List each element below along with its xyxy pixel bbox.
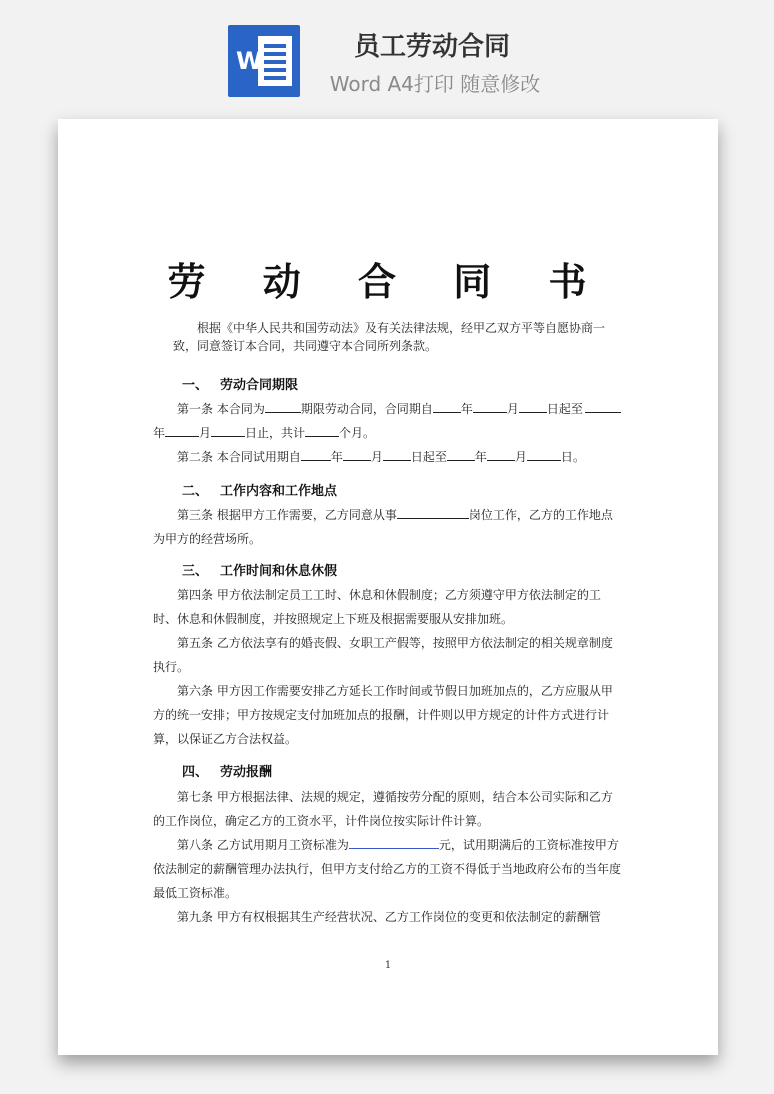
day-end-label: 日止，共计 (245, 426, 306, 440)
document-page (58, 119, 718, 1055)
article-2 (153, 445, 623, 469)
article-1-text: 第一条 本合同为 (177, 402, 265, 416)
banner-subtitle: Word A4打印 随意修改 (329, 72, 541, 96)
article-8-text-2: 元，试用期满后的工资标准按甲方依法制定的薪酬管理办法执行，但甲方支付给乙方的工资不得低于当地政府公布的当年度最低工资标准。 (153, 838, 622, 900)
article-6: 第六条 甲方因工作需要安排乙方延长工作时间或节假日加班加点的，乙方应服从甲方的统一安排；甲方按规定支付加班加点的报酬，计件则以甲方规定的计件方式进行计算，以保证乙方合法权益。 (153, 684, 613, 746)
day-label: 日起至 (546, 402, 583, 416)
month-label: 月 (514, 450, 527, 464)
word-icon-letter: W (236, 47, 263, 75)
day-label: 日起至 (410, 450, 447, 464)
banner (0, 0, 774, 112)
intro-paragraph: 根据《中华人民共和国劳动法》及有关法律法规，经甲乙双方平等自愿协商一致，同意签订本合同，共同遵守本合同所列条款。 (173, 321, 606, 353)
article-7: 第七条 甲方根据法律、法规的规定，遵循按劳分配的原则，结合本公司实际和乙方的工作岗位，确定乙方的工资水平，计件岗位按实际计件计算。 (153, 790, 613, 828)
section-number: 四、 (182, 765, 209, 780)
year-label: 年 (474, 450, 487, 464)
section-title: 劳动报酬 (220, 765, 273, 780)
section-heading-3 (182, 560, 337, 579)
article-1-text-2: 期限劳动合同，合同期自 (300, 402, 433, 416)
article-8-text: 第八条 乙方试用期月工资标准为 (177, 838, 349, 852)
month-label: 月 (506, 402, 519, 416)
section-title: 劳动合同期限 (220, 378, 299, 393)
months-label: 个月。 (339, 426, 376, 440)
section-number: 三、 (182, 564, 209, 579)
banner-title: 员工劳动合同 (353, 32, 510, 62)
article-3-text: 第三条 根据甲方工作需要，乙方同意从事 (177, 508, 397, 522)
year-label: 年 (153, 426, 166, 440)
article-2-text: 第二条 本合同试用期自 (177, 450, 301, 464)
word-icon (228, 25, 300, 97)
article-1 (153, 397, 623, 445)
article-8 (153, 833, 623, 905)
document-title: 劳 动 合 同 书 (167, 260, 609, 304)
page-number: 1 (384, 960, 392, 971)
section-heading-4 (182, 761, 272, 780)
article-5: 第五条 乙方依法享有的婚丧假、女职工产假等，按照甲方依法制定的相关规章制度执行。 (153, 636, 613, 674)
month-label: 月 (370, 450, 383, 464)
section-number: 二、 (182, 484, 209, 499)
section-title: 工作内容和工作地点 (220, 484, 338, 499)
article-9: 第九条 甲方有权根据其生产经营状况、乙方工作岗位的变更和依法制定的薪酬管 (177, 910, 601, 924)
article-3 (153, 503, 623, 551)
month-label: 月 (199, 426, 212, 440)
section-heading-2 (182, 480, 337, 499)
year-label: 年 (330, 450, 343, 464)
section-title: 工作时间和休息休假 (220, 564, 338, 579)
day-end-label: 日。 (560, 450, 585, 464)
word-icon-document (258, 36, 292, 86)
section-number: 一、 (182, 378, 209, 393)
section-heading-1 (182, 374, 298, 393)
year-label: 年 (460, 402, 473, 416)
article-4: 第四条 甲方依法制定员工工时、休息和休假制度；乙方须遵守甲方依法制定的工时、休息和休假制度，并按照规定上下班及根据需要服从安排加班。 (153, 588, 601, 626)
article-3-text-2: 岗位工作，乙方的工作地点为甲方的经营场所。 (153, 508, 613, 546)
